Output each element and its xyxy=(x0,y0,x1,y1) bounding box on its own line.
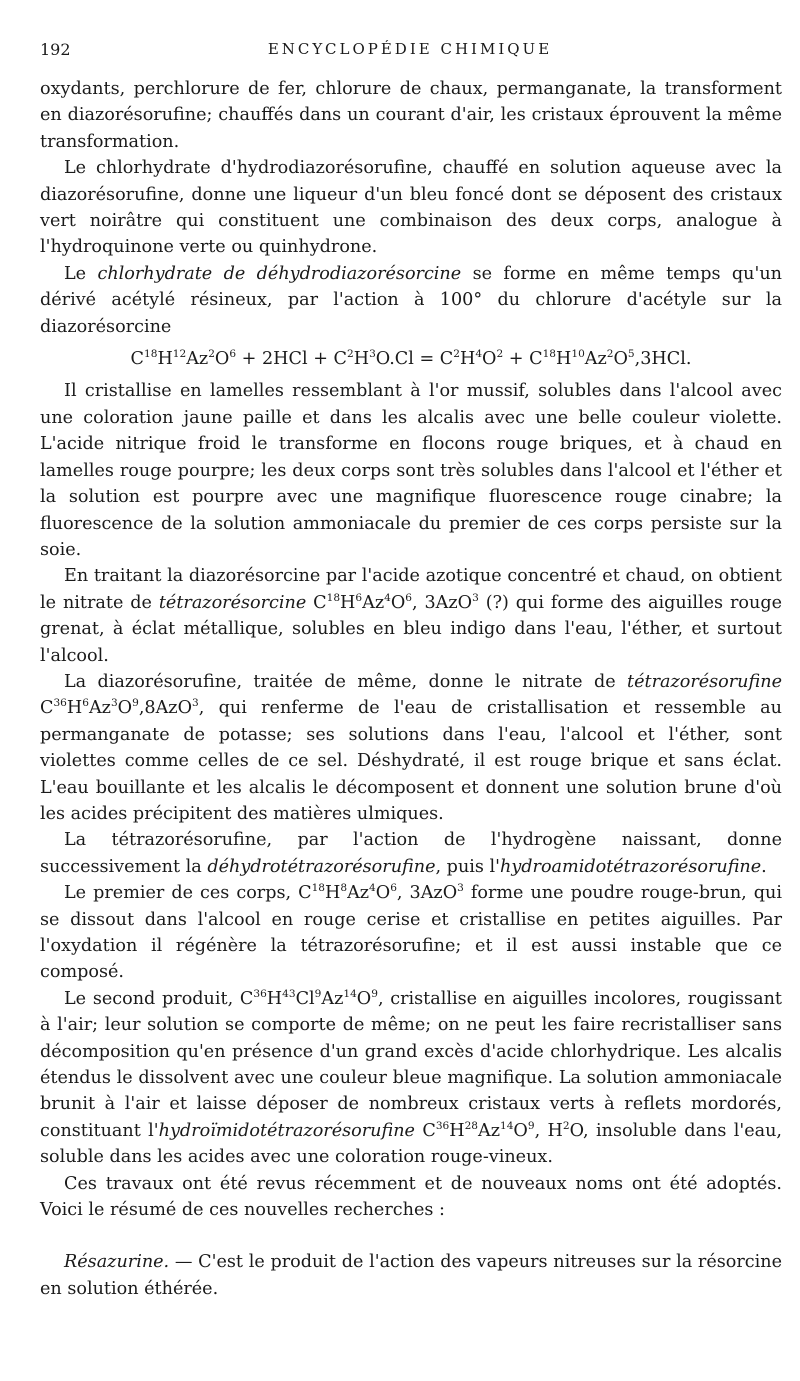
page-number: 192 xyxy=(40,40,71,59)
paragraph-8: Le premier de ces corps, $C^{18}H^8Az^4O^6$, 3AzO$^3$ forme une poudre rouge-brun, qui se dissout dans l'alcool en rouge cerise et cristallise en petites aiguilles. Par l'oxydation il régénère la tétrazorésorufine; et il est aussi instable que ce composé. xyxy=(40,882,782,983)
chemical-equation: $C^{18}H^{12}Az^2O^6 + 2HCl + C^2H^3O.Cl = C^2H^4O^2 + C^{18}H^{10}Az^2O^5,3HCl$. xyxy=(130,348,692,370)
paragraph-11: Résazurine. — C'est le produit de l'action des vapeurs nitreuses sur la résorcine en solution éthérée. xyxy=(40,1252,782,1299)
paragraph-4: Il cristallise en lamelles ressemblant à l'or mussif, solubles dans l'alcool avec une coloration jaune paille et dans les alcalis avec une belle couleur violette. L'acide nitrique froid le transforme en flocons rouge briques, et à chaud en lamelles rouge pourpre; les deux corps sont très solubles dans l'alcool et l'éther et la solution est pourpre avec une magnifique fluorescence rouge cinabre; la fluorescence de la solution ammoniacale du premier de ces corps persiste sur la soie. xyxy=(40,381,782,560)
paragraph-9: Le second produit, $C^{36}H^{43}Cl^9Az^{14}O^9$, cristallise en aiguilles incolores, rougissant à l'air; leur solution se comporte de même; on ne peut les faire recristalliser sans décomposition qu'en présence d'un grand excès d'acide chlorhydrique. Les alcalis étendus le dissolvent avec une couleur bleue magnifique. La solution ammoniacale brunit à l'air et laisse déposer de nombreux cristaux verts à reflets mordorés, constituant l'hydroïmidotétrazorésorufine $C^{36}H^{28}Az^{14}O^9$, $H^2O$, insoluble dans l'eau, soluble dans les acides avec une coloration rouge-vineux. xyxy=(40,987,783,1168)
paragraph-2: Le chlorhydrate d'hydrodiazorésorufine, chauffé en solution aqueuse avec la diazorésorufine, donne une liqueur d'un bleu foncé dont se déposent des cristaux vert noirâtre qui constituent une combinaison des deux corps, analogue à l'hydroquinone verte ou quinhydrone. xyxy=(40,158,782,258)
page-header xyxy=(40,36,780,60)
paragraph-1: oxydants, perchlorure de fer, chlorure de chaux, permanganate, la transforment en diazorésorufine; chauffés dans un courant d'air, les cristaux éprouvent la même transformation. xyxy=(40,79,782,152)
running-title: ENCYCLOPÉDIE CHIMIQUE xyxy=(267,40,553,58)
page-body xyxy=(40,76,782,1302)
paragraph-10: Ces travaux ont été revus récemment et de nouveaux noms ont été adoptés. Voici le résumé de ces nouvelles recherches : xyxy=(40,1173,782,1221)
paragraph-7: La tétrazorésorufine, par l'action de l'hydrogène naissant, donne successivement la déhydrotétrazorésorufine, puis l'hydroamidotétrazorésorufine. xyxy=(40,830,782,877)
paragraph-5: En traitant la diazorésorcine par l'acide azotique concentré et chaud, on obtient le nitrate de tétrazorésorcine $C^{18}H^6Az^4O^6$, 3AzO$^3$ (?) qui forme des aiguilles rouge grenat, à éclat métallique, solubles en bleu indigo dans l'eau, l'éther, et surtout l'alcool. xyxy=(40,566,782,666)
paragraph-6: La diazorésorufine, traitée de même, donne le nitrate de tétrazorésorufine $C^{36}H^6Az^3O^9,8AzO^3$, qui renferme de l'eau de cristallisation et ressemble au permanganate de potasse; ses solutions dans l'eau, l'alcool et l'éther, sont violettes comme celles de ce sel. Déshydraté, il est rouge brique et sans éclat. L'eau bouillante et les alcalis le décomposent et donnent une solution brune d'où les acides précipitent des matières ulmiques. xyxy=(40,671,782,824)
paragraph-3: Le chlorhydrate de déhydrodiazorésorcine se forme en même temps qu'un dérivé acétylé résineux, par l'action à 100° du chlorure d'acétyle sur la diazorésorcine xyxy=(40,263,782,337)
